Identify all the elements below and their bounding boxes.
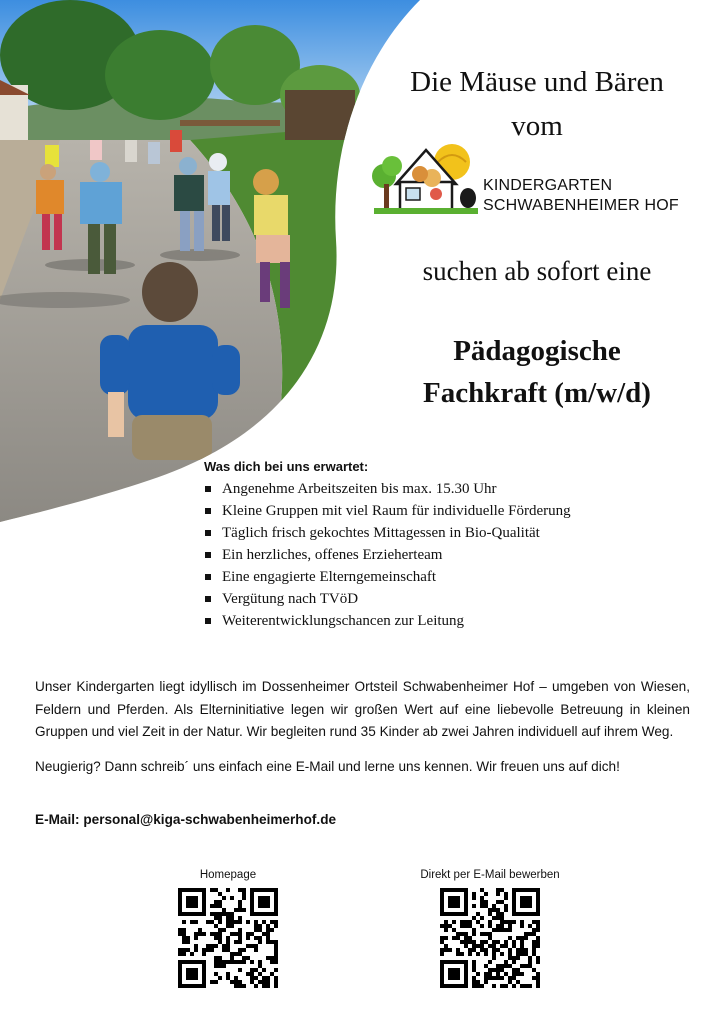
seeking-text: suchen ab sofort eine	[422, 256, 652, 286]
logo-line1: KINDERGARTEN	[483, 177, 613, 194]
benefit-text: Kleine Gruppen mit viel Raum für individuelle Förderung	[222, 503, 571, 519]
logo-line2: SCHWABENHEIMER HOF	[483, 197, 679, 214]
job-title-line2: Fachkraft (m/w/d)	[423, 377, 651, 409]
qr-homepage[interactable]	[178, 869, 278, 988]
list-item	[204, 478, 684, 500]
list-item	[204, 544, 684, 566]
job-title-line1: Pädagogische	[453, 335, 621, 367]
benefits-list	[204, 478, 684, 632]
headline-line1: Die Mäuse und Bären	[410, 66, 664, 98]
email-contact[interactable]: E-Mail: personal@kiga-schwabenheimerhof.de	[35, 812, 337, 827]
job-title	[365, 330, 709, 414]
description	[35, 676, 690, 790]
description-paragraph-1: Unser Kindergarten liegt idyllisch im Dossenheimer Ortsteil Schwabenheimer Hof – umgeben von Wiesen, Feldern und Pferden. Als Elterninitiative legen wir großen Wert auf eine liebevolle Betreuung in kleinen Gruppen und viel Zeit in der Natur. Wir begleiten rund 35 Kinder ab zwei Jahren individuell auf ihrem Weg.	[35, 679, 690, 739]
benefit-text: Täglich frisch gekochtes Mittagessen in Bio-Qualität	[222, 525, 540, 541]
headline	[365, 60, 709, 148]
logo-text	[483, 176, 679, 216]
description-paragraph-2: Neugierig? Dann schreib´ uns einfach eine E-Mail und lerne uns kennen. Wir freuen uns auf dich!	[35, 758, 620, 774]
benefit-text: Ein herzliches, offenes Erzieherteam	[222, 547, 443, 563]
bullet-icon	[205, 574, 211, 580]
qr-email[interactable]	[420, 869, 560, 988]
benefits-section	[204, 459, 684, 632]
bullet-icon	[205, 552, 211, 558]
bullet-icon	[205, 508, 211, 514]
bullet-icon	[205, 530, 211, 536]
list-item	[204, 522, 684, 544]
list-item	[204, 500, 684, 522]
bullet-icon	[205, 618, 211, 624]
house-logo-icon	[370, 140, 482, 220]
benefit-text: Eine engagierte Elterngemeinschaft	[222, 569, 437, 585]
qr-code-icon[interactable]	[178, 888, 278, 988]
qr-email-label: Direkt per E-Mail bewerben	[420, 869, 560, 881]
qr-homepage-label: Homepage	[199, 869, 257, 881]
bullet-icon	[205, 596, 211, 602]
headline-line2: vom	[511, 110, 563, 142]
benefit-text: Weiterentwicklungschancen zur Leitung	[222, 613, 465, 629]
benefit-text: Angenehme Arbeitszeiten bis max. 15.30 Uhr	[222, 481, 497, 497]
benefits-heading: Was dich bei uns erwartet:	[204, 459, 369, 474]
list-item	[204, 566, 684, 588]
benefit-text: Vergütung nach TVöD	[222, 591, 359, 607]
bullet-icon	[205, 486, 211, 492]
kindergarten-logo	[370, 140, 700, 220]
list-item	[204, 588, 684, 610]
list-item	[204, 610, 684, 632]
qr-code-icon[interactable]	[440, 888, 540, 988]
